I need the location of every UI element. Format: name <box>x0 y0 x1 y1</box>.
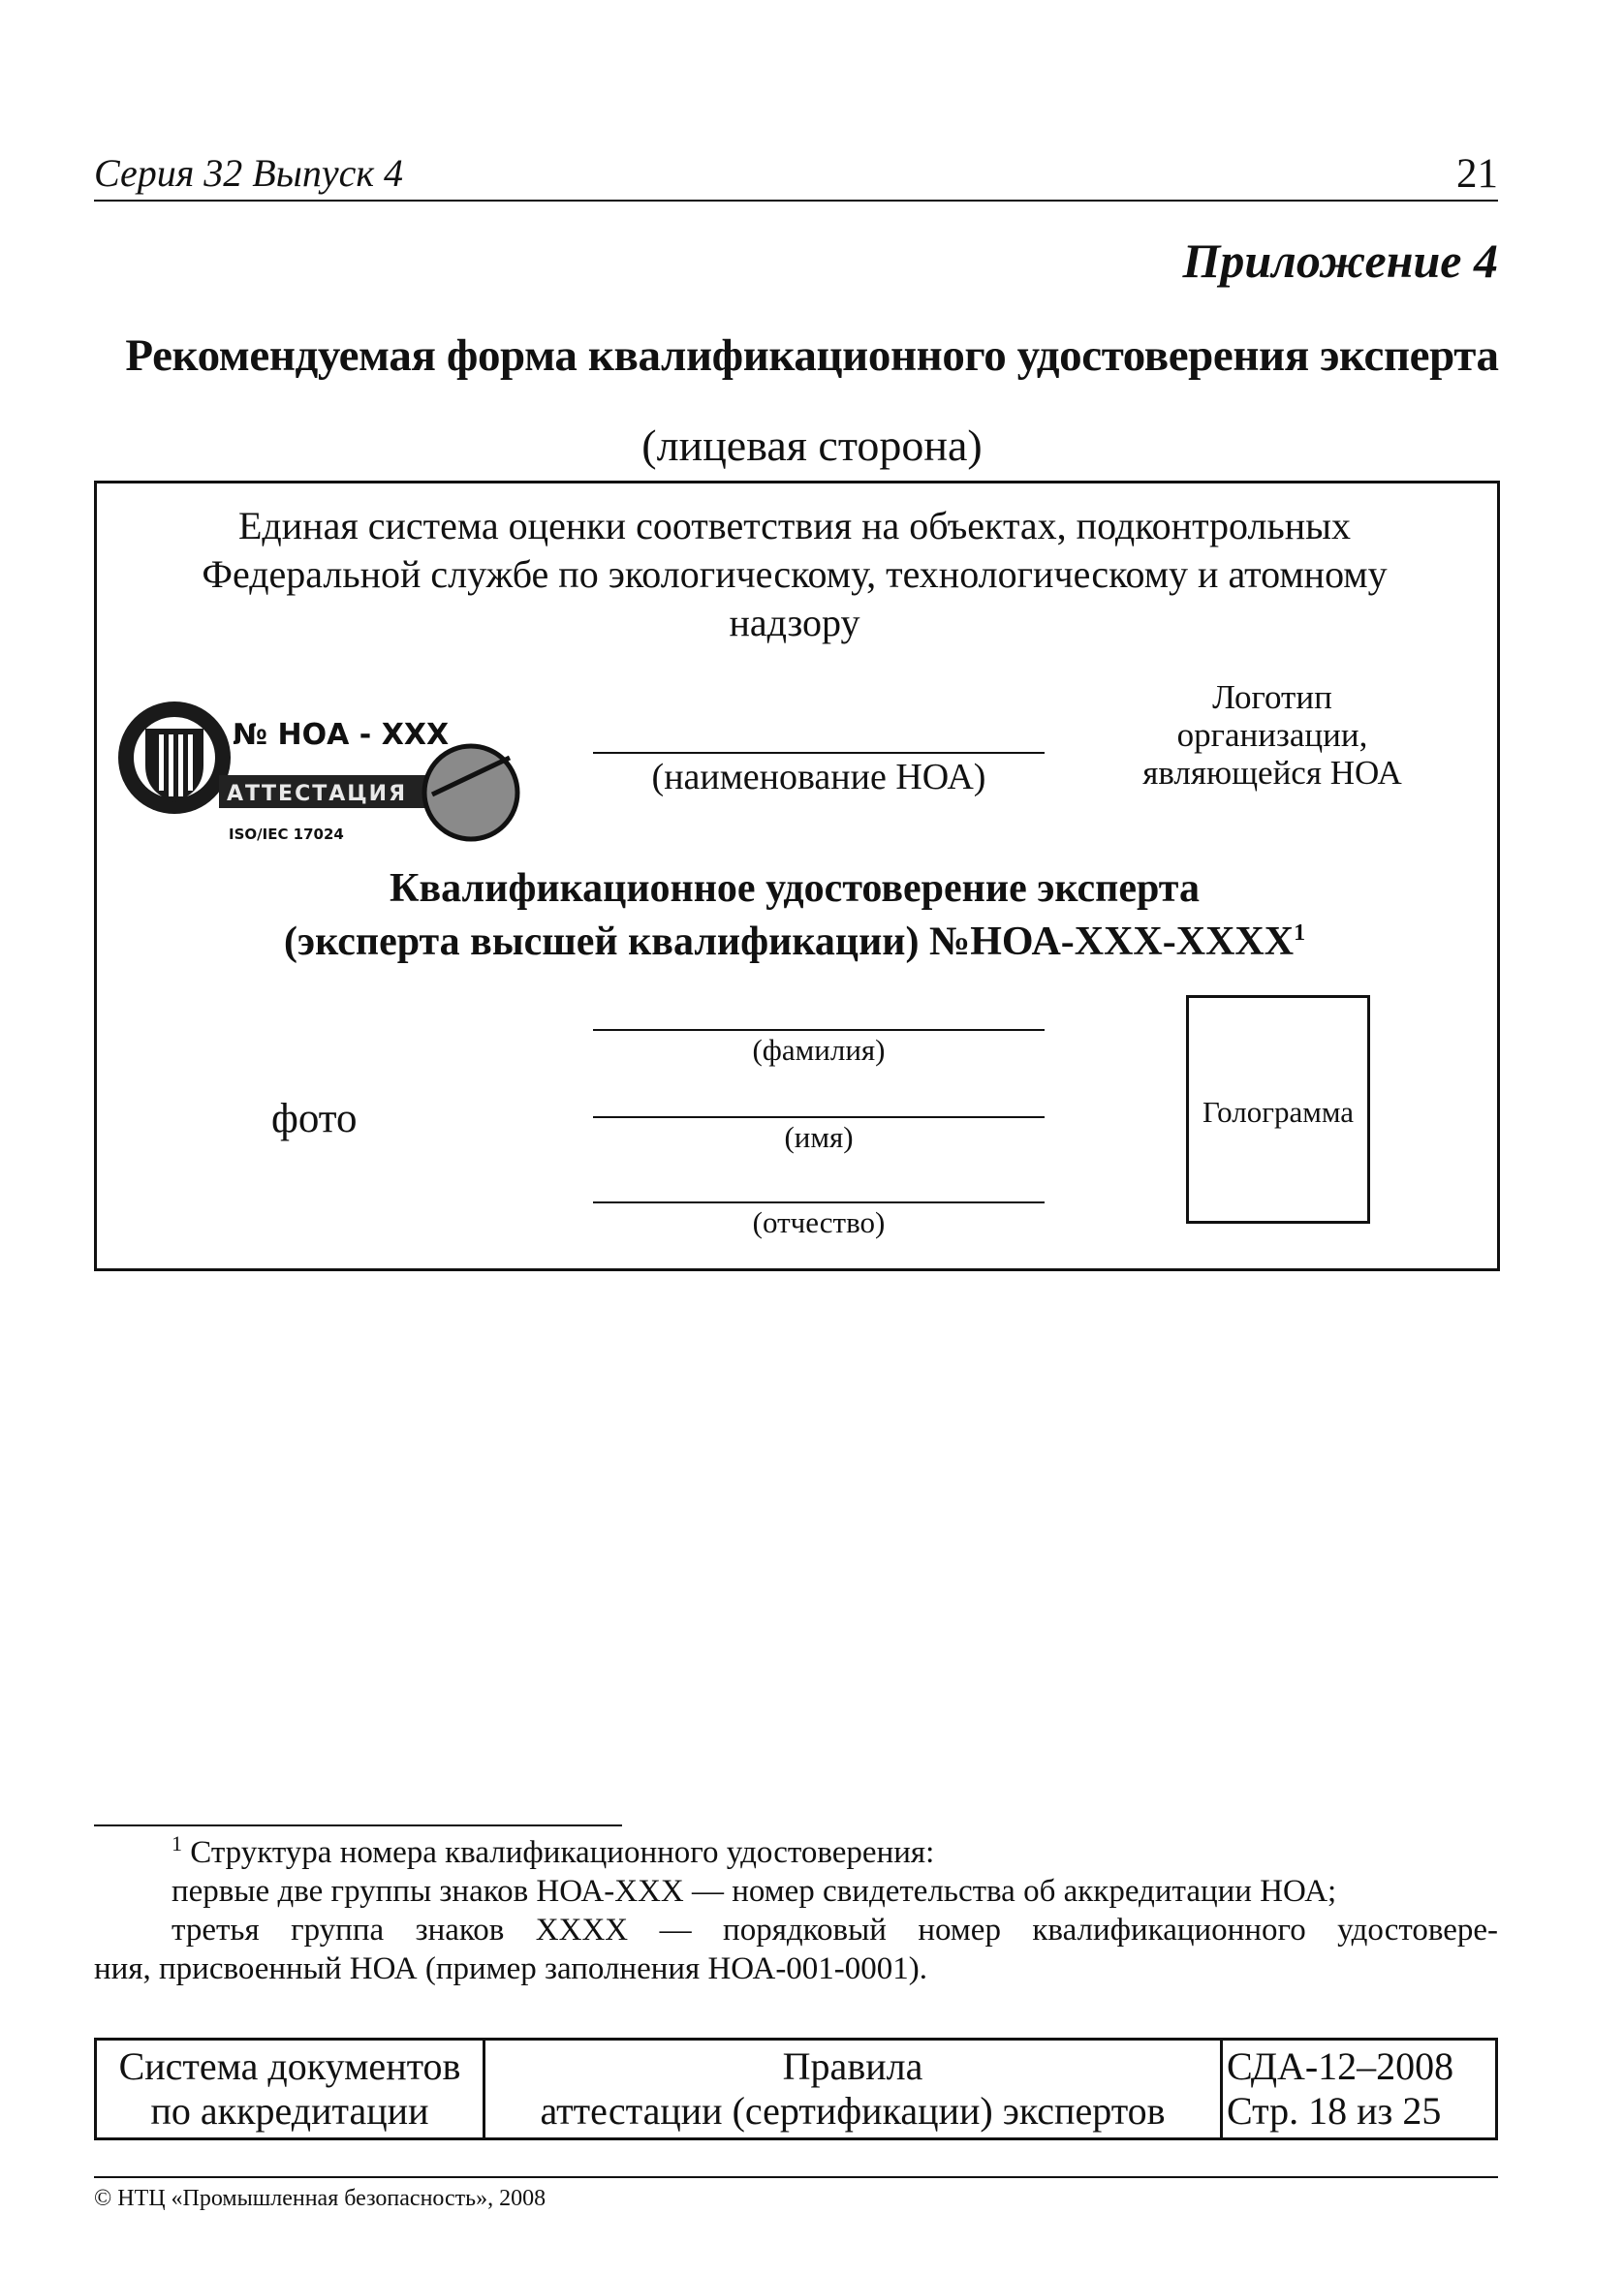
org-logo-line: организации, <box>1176 716 1368 754</box>
org-name-caption: (наименование НОА) <box>651 757 986 797</box>
card-header-line: надзору <box>729 601 860 644</box>
footnote-line: третья группа знаков XXXX — порядковый номер квалификационного удостовере- <box>172 1913 1498 1948</box>
doc-rules-line: Правила <box>782 2044 923 2088</box>
certificate-title <box>97 862 1492 969</box>
certificate-number: (эксперта высшей квалификации) №НОА-XXX-XXXX <box>283 920 1295 964</box>
footnote-lead-text: Структура номера квалификационного удостоверения: <box>190 1835 935 1870</box>
hologram-label: Голограмма <box>1202 1095 1354 1129</box>
series-label: Серия 32 Выпуск 4 <box>94 151 404 195</box>
footnote-lead <box>94 1833 1498 1872</box>
doc-page: Стр. 18 из 25 <box>1227 2089 1442 2133</box>
copyright: © НТЦ «Промышленная безопасность», 2008 <box>94 2186 547 2211</box>
patronymic-caption: (отчество) <box>752 1205 886 1239</box>
footnote-line: ния, присвоенный НОА (пример заполнения НОА-001-0001). <box>94 1951 928 1986</box>
footnote-ref: 1 <box>1294 920 1306 946</box>
copyright-rule <box>94 2176 1498 2178</box>
org-logo-line: Логотип <box>1212 678 1332 716</box>
footnote-rule <box>94 1824 622 1826</box>
footnote-line: первые две группы знаков НОА-XXX — номер свидетельства об аккредитации НОА; <box>172 1874 1337 1909</box>
certificate-title-line: Квалификационное удостоверение эксперта <box>390 866 1200 911</box>
surname-caption: (фамилия) <box>752 1033 886 1067</box>
doc-system-line: по аккредитации <box>150 2089 429 2133</box>
org-name-line <box>593 752 1045 754</box>
doc-code: СДА-12–2008 <box>1227 2044 1454 2088</box>
logo-number: № НОА - XXX <box>233 718 450 752</box>
org-logo-placeholder <box>1105 678 1440 792</box>
logo-standard: ISO/IEC 17024 <box>229 826 344 843</box>
footnote-body <box>94 1872 1498 1988</box>
doc-system-line: Система документов <box>118 2044 461 2088</box>
document-info-table <box>94 2038 1498 2140</box>
logo-band: АТТЕСТАЦИЯ <box>227 782 408 806</box>
page-title: Рекомендуемая форма квалификационного удостоверения эксперта <box>125 330 1499 381</box>
card-header <box>97 502 1492 647</box>
surname-line <box>593 1029 1045 1031</box>
doc-system-cell <box>96 2040 484 2139</box>
appendix-label: Приложение 4 <box>1182 234 1498 288</box>
photo-placeholder: фото <box>271 1096 358 1141</box>
card-header-line: Федеральной службе по экологическому, технологическому и атомному <box>202 552 1388 596</box>
page-number: 21 <box>1456 151 1498 197</box>
doc-code-cell <box>1222 2040 1497 2139</box>
footnote-mark: 1 <box>172 1831 182 1855</box>
doc-rules-line: аттестации (сертификации) экспертов <box>540 2089 1166 2133</box>
header-rule <box>94 200 1498 202</box>
org-logo-line: являющейся НОА <box>1142 754 1402 792</box>
certificate-title-line <box>97 916 1492 969</box>
side-label: (лицевая сторона) <box>641 421 983 470</box>
doc-rules-cell <box>484 2040 1222 2139</box>
firstname-line <box>593 1116 1045 1118</box>
card-header-line: Единая система оценки соответствия на объектах, подконтрольных <box>237 504 1352 547</box>
accreditation-logo <box>114 678 541 853</box>
firstname-caption: (имя) <box>784 1120 854 1154</box>
patronymic-line <box>593 1201 1045 1203</box>
